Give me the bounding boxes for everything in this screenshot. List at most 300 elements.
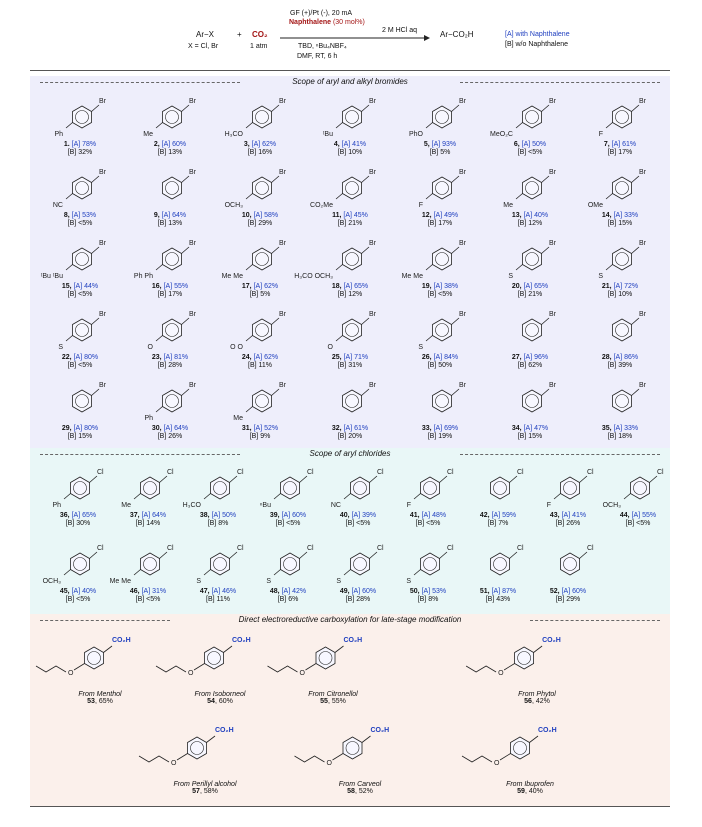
halide-bond xyxy=(92,389,100,396)
reaction-arrow xyxy=(280,34,430,42)
bromide-entry xyxy=(576,231,664,299)
yield-a-line xyxy=(126,212,214,220)
acid-bond xyxy=(534,646,543,653)
halide-label: Cl xyxy=(167,469,174,476)
substituent-bond xyxy=(426,123,433,129)
yield-a: [A] 60% xyxy=(561,588,587,595)
yield-a-line xyxy=(486,283,574,291)
halide-bond xyxy=(510,552,518,559)
co2h-label: CO₂H xyxy=(542,637,561,644)
ether-bond xyxy=(194,664,205,671)
yield-value: , 40% xyxy=(524,788,543,795)
yield-b: [B] 29% xyxy=(555,596,581,603)
structure-drawing xyxy=(396,160,484,212)
halide-bond xyxy=(160,476,168,483)
compound-number: 22, xyxy=(61,354,74,361)
structure-drawing xyxy=(126,302,214,354)
substituent-bond xyxy=(344,494,351,500)
chlorides-title: Scope of aryl chlorides xyxy=(30,448,670,460)
yield-a: [A] 40% xyxy=(71,588,97,595)
acid-bond xyxy=(104,646,113,653)
substituent-bond xyxy=(156,265,163,271)
halide-label: Br xyxy=(549,169,556,176)
compound-number: 37, xyxy=(129,512,142,519)
yield-b: [B] 8% xyxy=(207,520,229,527)
structure-drawing xyxy=(486,231,574,283)
bromide-entry xyxy=(216,160,304,228)
substituent-bond xyxy=(66,265,73,271)
yield-b: [B] 16% xyxy=(247,149,273,156)
substituent-bond xyxy=(336,123,343,129)
halide-bond xyxy=(300,552,308,559)
bromide-entry xyxy=(126,89,214,157)
structure-drawing xyxy=(36,231,124,283)
bromide-entry xyxy=(576,160,664,228)
structure-drawing xyxy=(126,373,214,425)
halide-label: Br xyxy=(459,169,466,176)
substituent-bond xyxy=(274,570,281,576)
compound-number: 42, xyxy=(479,512,492,519)
yield-value: , 60% xyxy=(214,698,233,705)
late-stage-entry xyxy=(40,628,160,705)
compound-number: 51, xyxy=(479,588,492,595)
yield-a: [A] 60% xyxy=(351,588,377,595)
halide-bond xyxy=(452,176,460,183)
yield-b: [B] 19% xyxy=(427,433,453,440)
yield-a: [A] 42% xyxy=(281,588,307,595)
naphthalene-label: Naphthalene xyxy=(289,19,332,26)
yield-b: [B] 30% xyxy=(65,520,91,527)
halide-bond xyxy=(362,105,370,112)
halide-bond xyxy=(440,476,448,483)
compound-number: 55 xyxy=(320,698,328,705)
yield-b: [B] 26% xyxy=(555,520,581,527)
substituent-bond xyxy=(516,123,523,129)
bromide-entry xyxy=(576,373,664,441)
compound-number: 54 xyxy=(207,698,215,705)
compound-number: 24, xyxy=(241,354,254,361)
substituent-label: O xyxy=(327,344,333,351)
late-structure xyxy=(125,718,285,776)
yield-a: [A] 41% xyxy=(341,141,367,148)
yield-a: [A] 55% xyxy=(163,283,189,290)
halide-bond xyxy=(632,389,640,396)
substituent-bond xyxy=(344,570,351,576)
halide-bond xyxy=(452,105,460,112)
structure-drawing xyxy=(486,373,574,425)
ether-bond xyxy=(74,664,85,671)
substituent-bond xyxy=(336,265,343,271)
yield-a-line xyxy=(216,425,304,433)
compound-number: 53 xyxy=(87,698,95,705)
halide-bond xyxy=(272,247,280,254)
halide-bond xyxy=(272,176,280,183)
halide-bond xyxy=(182,247,190,254)
halide-bond xyxy=(632,105,640,112)
halide-bond xyxy=(92,176,100,183)
yield-a: [A] 71% xyxy=(343,354,369,361)
plus-sign: + xyxy=(237,30,242,39)
yield-b: [B] 20% xyxy=(337,433,363,440)
yield-a-line xyxy=(126,283,214,291)
yield-b: [B] 12% xyxy=(337,291,363,298)
yield-b: [B] 15% xyxy=(67,433,93,440)
substituent-label: F xyxy=(598,131,603,138)
compound-number: 56 xyxy=(524,698,532,705)
yield-a: [A] 86% xyxy=(613,354,639,361)
ether-bond xyxy=(500,754,511,761)
substituent-label: MeO₂C xyxy=(490,131,513,138)
halide-label: Br xyxy=(369,169,376,176)
yield-a-line xyxy=(36,283,124,291)
compound-number: 35, xyxy=(601,425,614,432)
compound-number: 27, xyxy=(511,354,524,361)
halide-bond xyxy=(452,318,460,325)
yield-a-line xyxy=(576,354,664,362)
yield-b: [B] 21% xyxy=(517,291,543,298)
late-stage-title: Direct electroreductive carboxylation for late-stage modification xyxy=(30,614,670,626)
yield-b: [B] 32% xyxy=(67,149,93,156)
compound-number: 11, xyxy=(332,212,344,219)
natural-product-source: From Carveol xyxy=(338,781,382,788)
halide-label: Cl xyxy=(307,545,314,552)
structure-drawing xyxy=(36,89,124,141)
substituent-bond xyxy=(246,265,253,271)
halide-label: Cl xyxy=(517,545,524,552)
compound-number: 45, xyxy=(59,588,72,595)
yield-a: [A] 53% xyxy=(71,212,97,219)
substituent-label: OCH₃ xyxy=(224,202,243,209)
substituent-label: F xyxy=(418,202,423,209)
yield-a-line xyxy=(576,212,664,220)
yield-a: [A] 46% xyxy=(211,588,237,595)
structure-drawing xyxy=(216,231,304,283)
condition-base: TBD, ⁿBu₄NBF₄ xyxy=(298,43,347,50)
yield-value: , 52% xyxy=(354,788,373,795)
halide-label: Cl xyxy=(237,469,244,476)
legend-a: [A] with Naphthalene xyxy=(505,31,570,38)
halide-label: Br xyxy=(459,382,466,389)
yield-b: [B] 18% xyxy=(607,433,633,440)
product-text: Ar−CO₂H xyxy=(440,30,474,39)
oxygen-label: O xyxy=(299,670,305,677)
halide-label: Br xyxy=(279,311,286,318)
ether-bond xyxy=(306,664,317,671)
substituent-label: Ph Ph xyxy=(133,273,153,280)
substituent-bond xyxy=(414,494,421,500)
substituent-label: H₃CO OCH₃ xyxy=(294,273,333,280)
compound-number: 20, xyxy=(511,283,524,290)
halide-label: Br xyxy=(639,98,646,105)
substituent-bond xyxy=(516,194,523,200)
bromide-entry xyxy=(36,231,124,299)
yield-a: [A] 62% xyxy=(251,141,277,148)
acid-bond xyxy=(362,736,371,743)
yield-b: [B] 29% xyxy=(247,220,273,227)
yield-a-line xyxy=(524,588,612,596)
late-stage-section xyxy=(30,614,670,806)
bromide-entry xyxy=(126,160,214,228)
compound-number: 5, xyxy=(423,141,432,148)
yield-b: [B] 21% xyxy=(337,220,363,227)
compound-number: 7, xyxy=(603,141,612,148)
bromide-entry xyxy=(36,89,124,157)
late-stage-entry xyxy=(408,628,666,705)
halide-bond xyxy=(580,552,588,559)
late-stage-entry xyxy=(430,718,630,795)
bromide-entry xyxy=(396,89,484,157)
structure-drawing xyxy=(216,373,304,425)
yield-b: [B] 11% xyxy=(206,596,230,603)
yield-b: [B] 39% xyxy=(607,362,633,369)
yield-b: [B] <5% xyxy=(67,291,93,298)
structure-drawing xyxy=(396,89,484,141)
compound-number: 26, xyxy=(421,354,434,361)
yield-b: [B] <5% xyxy=(517,149,543,156)
substituent-bond xyxy=(66,336,73,342)
halide-label: Cl xyxy=(377,469,384,476)
yield-a: [A] 38% xyxy=(433,283,459,290)
halide-bond xyxy=(542,389,550,396)
condition-catalyst xyxy=(289,19,365,26)
halide-bond xyxy=(632,247,640,254)
bromide-entry xyxy=(306,373,394,441)
bromide-entry xyxy=(306,302,394,370)
yield-a-line xyxy=(306,425,394,433)
structure-drawing xyxy=(126,89,214,141)
halide-label: Br xyxy=(459,311,466,318)
yield-value: , 42% xyxy=(531,698,550,705)
yield-a: [A] 61% xyxy=(611,141,637,148)
oxygen-label: O xyxy=(171,760,177,767)
yield-a-line xyxy=(576,425,664,433)
yield-a-line xyxy=(576,283,664,291)
compound-number: 14, xyxy=(601,212,614,219)
halide-bond xyxy=(182,176,190,183)
yield-a: [A] 55% xyxy=(631,512,657,519)
co2h-label: CO₂H xyxy=(215,727,234,734)
bromide-entry xyxy=(36,302,124,370)
halide-label: Br xyxy=(189,382,196,389)
late-structure xyxy=(430,718,630,776)
natural-product-source: From Menthol xyxy=(78,691,122,698)
late-stage-yield xyxy=(40,698,160,705)
bromide-entry xyxy=(486,373,574,441)
structure-drawing xyxy=(306,89,394,141)
halide-label: Br xyxy=(99,169,106,176)
yield-b: [B] 17% xyxy=(157,291,183,298)
substituent-label: O xyxy=(147,344,153,351)
yield-a: [A] 44% xyxy=(73,283,99,290)
acid-bond xyxy=(207,736,216,743)
compound-number: 48, xyxy=(269,588,282,595)
substituent-bond xyxy=(426,265,433,271)
halide-bond xyxy=(632,176,640,183)
structure-drawing xyxy=(36,373,124,425)
compound-number: 52, xyxy=(549,588,562,595)
natural-product-source: From Isoborneol xyxy=(194,691,246,698)
structure-drawing xyxy=(216,302,304,354)
structure-drawing xyxy=(306,302,394,354)
yield-a: [A] 50% xyxy=(521,141,547,148)
halide-bond xyxy=(370,552,378,559)
substituent-bond xyxy=(246,123,253,129)
substituent-bond xyxy=(336,336,343,342)
oxygen-label: O xyxy=(498,670,504,677)
substituent-label: S xyxy=(58,344,63,351)
yield-b: [B] 11% xyxy=(248,362,272,369)
compound-number: 23, xyxy=(151,354,164,361)
late-structure xyxy=(408,628,666,686)
structure-drawing xyxy=(396,302,484,354)
yield-a: [A] 69% xyxy=(433,425,459,432)
compound-number: 8, xyxy=(63,212,72,219)
reactant-arx: Ar−X xyxy=(196,30,215,39)
halide-bond xyxy=(452,247,460,254)
bromide-entry xyxy=(126,231,214,299)
halide-label: Br xyxy=(369,382,376,389)
halide-bond xyxy=(90,552,98,559)
yield-a: [A] 65% xyxy=(343,283,369,290)
substituent-bond xyxy=(274,494,281,500)
acid-bond xyxy=(335,646,344,653)
halide-bond xyxy=(370,476,378,483)
bromide-entry xyxy=(306,89,394,157)
halide-label: Cl xyxy=(447,469,454,476)
late-structure xyxy=(285,718,435,776)
halide-label: Cl xyxy=(97,469,104,476)
substituent-bond xyxy=(516,265,523,271)
substituent-bond xyxy=(66,123,73,129)
substituent-bond xyxy=(414,570,421,576)
yield-a-line xyxy=(486,141,574,149)
halide-label: Br xyxy=(189,311,196,318)
bromide-entry xyxy=(576,302,664,370)
yield-a-line xyxy=(306,354,394,362)
late-stage-entry xyxy=(125,718,285,795)
yield-a-line xyxy=(36,425,124,433)
yield-a-line xyxy=(396,141,484,149)
substituent-label: S xyxy=(598,273,603,280)
halide-label: Br xyxy=(369,311,376,318)
yield-a: [A] 39% xyxy=(351,512,377,519)
bromide-entry xyxy=(486,160,574,228)
compound-number: 34, xyxy=(511,425,524,432)
yield-a: [A] 60% xyxy=(161,141,187,148)
compound-number: 43, xyxy=(549,512,562,519)
yield-b: [B] 10% xyxy=(607,291,633,298)
compound-number: 47, xyxy=(199,588,212,595)
halide-bond xyxy=(272,318,280,325)
halide-label: Br xyxy=(639,311,646,318)
halide-label: Cl xyxy=(587,545,594,552)
substituent-bond xyxy=(66,194,73,200)
yield-value: , 65% xyxy=(94,698,113,705)
co2-reagent: CO₂ xyxy=(252,30,268,39)
compound-number: 30, xyxy=(151,425,164,432)
terpene-chain xyxy=(156,666,186,672)
substituent-bond xyxy=(156,123,163,129)
yield-a-line xyxy=(36,354,124,362)
substituent-label: H₃CO xyxy=(182,502,201,509)
co2h-label: CO₂H xyxy=(112,637,131,644)
structure-drawing xyxy=(126,231,214,283)
halide-bond xyxy=(230,552,238,559)
compound-number: 46, xyxy=(129,588,142,595)
substituent-bond xyxy=(426,336,433,342)
yield-a: [A] 59% xyxy=(491,512,517,519)
bromide-entry xyxy=(396,231,484,299)
acid-bond xyxy=(224,646,233,653)
halide-bond xyxy=(542,105,550,112)
bromide-entry xyxy=(306,160,394,228)
halide-bond xyxy=(510,476,518,483)
halide-bond xyxy=(542,247,550,254)
halide-label: Br xyxy=(279,240,286,247)
compound-number: 39, xyxy=(269,512,282,519)
yield-a-line xyxy=(216,212,304,220)
bromide-entry xyxy=(126,373,214,441)
yield-b: [B] 43% xyxy=(485,596,511,603)
yield-b: [B] <5% xyxy=(415,520,441,527)
yield-a-line xyxy=(306,141,394,149)
compound-number: 33, xyxy=(421,425,434,432)
bromide-entry xyxy=(216,373,304,441)
substituent-label: S xyxy=(406,578,411,585)
yield-a: [A] 93% xyxy=(431,141,457,148)
yield-a-line xyxy=(126,141,214,149)
compound-number: 21, xyxy=(601,283,614,290)
halide-label: Br xyxy=(189,240,196,247)
halide-bond xyxy=(362,389,370,396)
acid-bond xyxy=(530,736,539,743)
top-rule xyxy=(30,70,670,71)
bromide-entry xyxy=(216,89,304,157)
substituent-bond xyxy=(64,570,71,576)
ether-bond xyxy=(177,754,188,761)
halide-label: Br xyxy=(99,382,106,389)
terpene-chain xyxy=(268,666,298,672)
substituent-label: H₃CO xyxy=(224,131,243,138)
late-structure xyxy=(40,628,160,686)
terpene-chain xyxy=(295,756,325,762)
yield-a: [A] 45% xyxy=(343,212,368,219)
compound-number: 12, xyxy=(421,212,434,219)
yield-a-line xyxy=(396,425,484,433)
halide-bond xyxy=(92,318,100,325)
bromide-entry xyxy=(576,89,664,157)
bottom-rule xyxy=(30,806,670,807)
structure-drawing xyxy=(576,302,664,354)
substituent-label: F xyxy=(406,502,411,509)
halide-label: Br xyxy=(549,240,556,247)
compound-number: 16, xyxy=(151,283,164,290)
condition-solvent: DMF, RT, 6 h xyxy=(297,53,338,60)
yield-a-line xyxy=(486,212,574,220)
yield-a-line xyxy=(126,354,214,362)
yield-b: [B] <5% xyxy=(67,362,93,369)
yield-a: [A] 81% xyxy=(163,354,189,361)
yield-a: [A] 64% xyxy=(163,425,189,432)
halide-label: Br xyxy=(549,382,556,389)
substituent-bond xyxy=(336,194,343,200)
yield-b: [B] 9% xyxy=(249,433,271,440)
structure-drawing xyxy=(306,373,394,425)
yield-b: [B] 31% xyxy=(337,362,363,369)
compound-number: 15, xyxy=(61,283,74,290)
halide-label: Br xyxy=(279,98,286,105)
yield-a: [A] 50% xyxy=(211,512,237,519)
